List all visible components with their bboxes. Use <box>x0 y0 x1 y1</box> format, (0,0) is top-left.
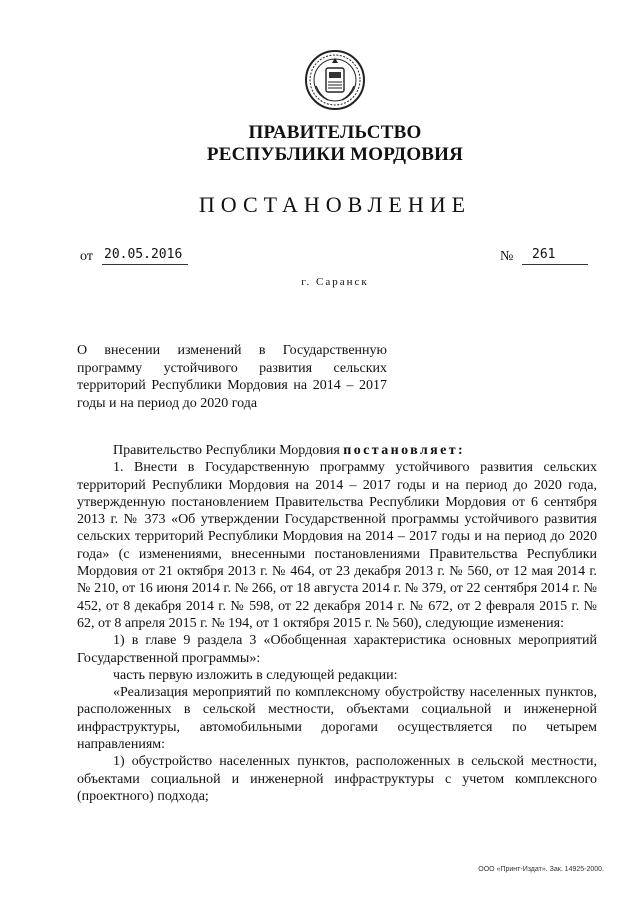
number-value: 261 <box>522 246 588 265</box>
city-label: г. Саранск <box>301 276 369 288</box>
government-title: ПРАВИТЕЛЬСТВО <box>248 122 422 143</box>
date-value: 20.05.2016 <box>102 246 188 265</box>
printer-footer: ООО «Принт-Издат». Зак. 14925-2000. <box>478 866 604 873</box>
document-body <box>77 442 597 805</box>
date-label: от <box>80 249 93 264</box>
intro-paragraph <box>77 442 597 459</box>
intro-text: Правительство Республики Мордовия <box>113 443 340 458</box>
mordovia-coat-of-arms-icon <box>304 48 366 112</box>
paragraph-5: 1) обустройство населенных пунктов, расположенных в сельской местности, объектами социальной и инженерной инфраструктуры с учетом комплексного (проектного) подхода; <box>77 754 597 804</box>
republic-title: РЕСПУБЛИКИ МОРДОВИЯ <box>206 144 464 165</box>
intro-decree-word: постановляет: <box>343 443 466 458</box>
paragraph-1: 1. Внести в Государственную программу устойчивого развития сельских территорий Республики Мордовия на 2014 – 2017 годы и на период до 2020 года, утвержденную постановлением Правительства Республики Мордовия от 6 сентября 2013 г. № 373 «Об утверждении Государственной программы устойчивого развития сельских территорий Республики Мордовия на 2014 – 2017 годы и на период до 2020 года» (с изменениями, внесенными постановлениями Правительства Республики Мордовия от 21 октября 2013 г. № 464, от 23 декабря 2013 г. № 560, от 12 мая 2014 г. № 210, от 16 июня 2014 г. № 266, от 18 августа 2014 г. № 379, от 22 сентября 2014 г. № 452, от 8 декабря 2014 г. № 598, от 22 декабря 2014 г. № 672, от 2 февраля 2015 г. № 62, от 8 апреля 2015 г. № 194, от 1 октября 2015 г. № 560), следующие изменения: <box>77 460 597 631</box>
document-type-title: ПОСТАНОВЛЕНИЕ <box>198 192 472 217</box>
number-label: № <box>500 249 514 264</box>
paragraph-2: 1) в главе 9 раздела 3 «Обобщенная характеристика основных мероприятий Государственной программы»: <box>77 633 597 666</box>
paragraph-4: «Реализация мероприятий по комплексному обустройству населенных пунктов, расположенных в сельской местности, объектами социальной и инженерной инфраструктуры, автомобильными дорогами осуществляется по четырем направлениям: <box>77 685 597 753</box>
document-subject: О внесении изменений в Государственную программу устойчивого развития сельских территорий Республики Мордовия на 2014 – 2017 годы и на период до 2020 года <box>77 343 387 411</box>
paragraph-3: часть первую изложить в следующей редакции: <box>113 667 398 683</box>
